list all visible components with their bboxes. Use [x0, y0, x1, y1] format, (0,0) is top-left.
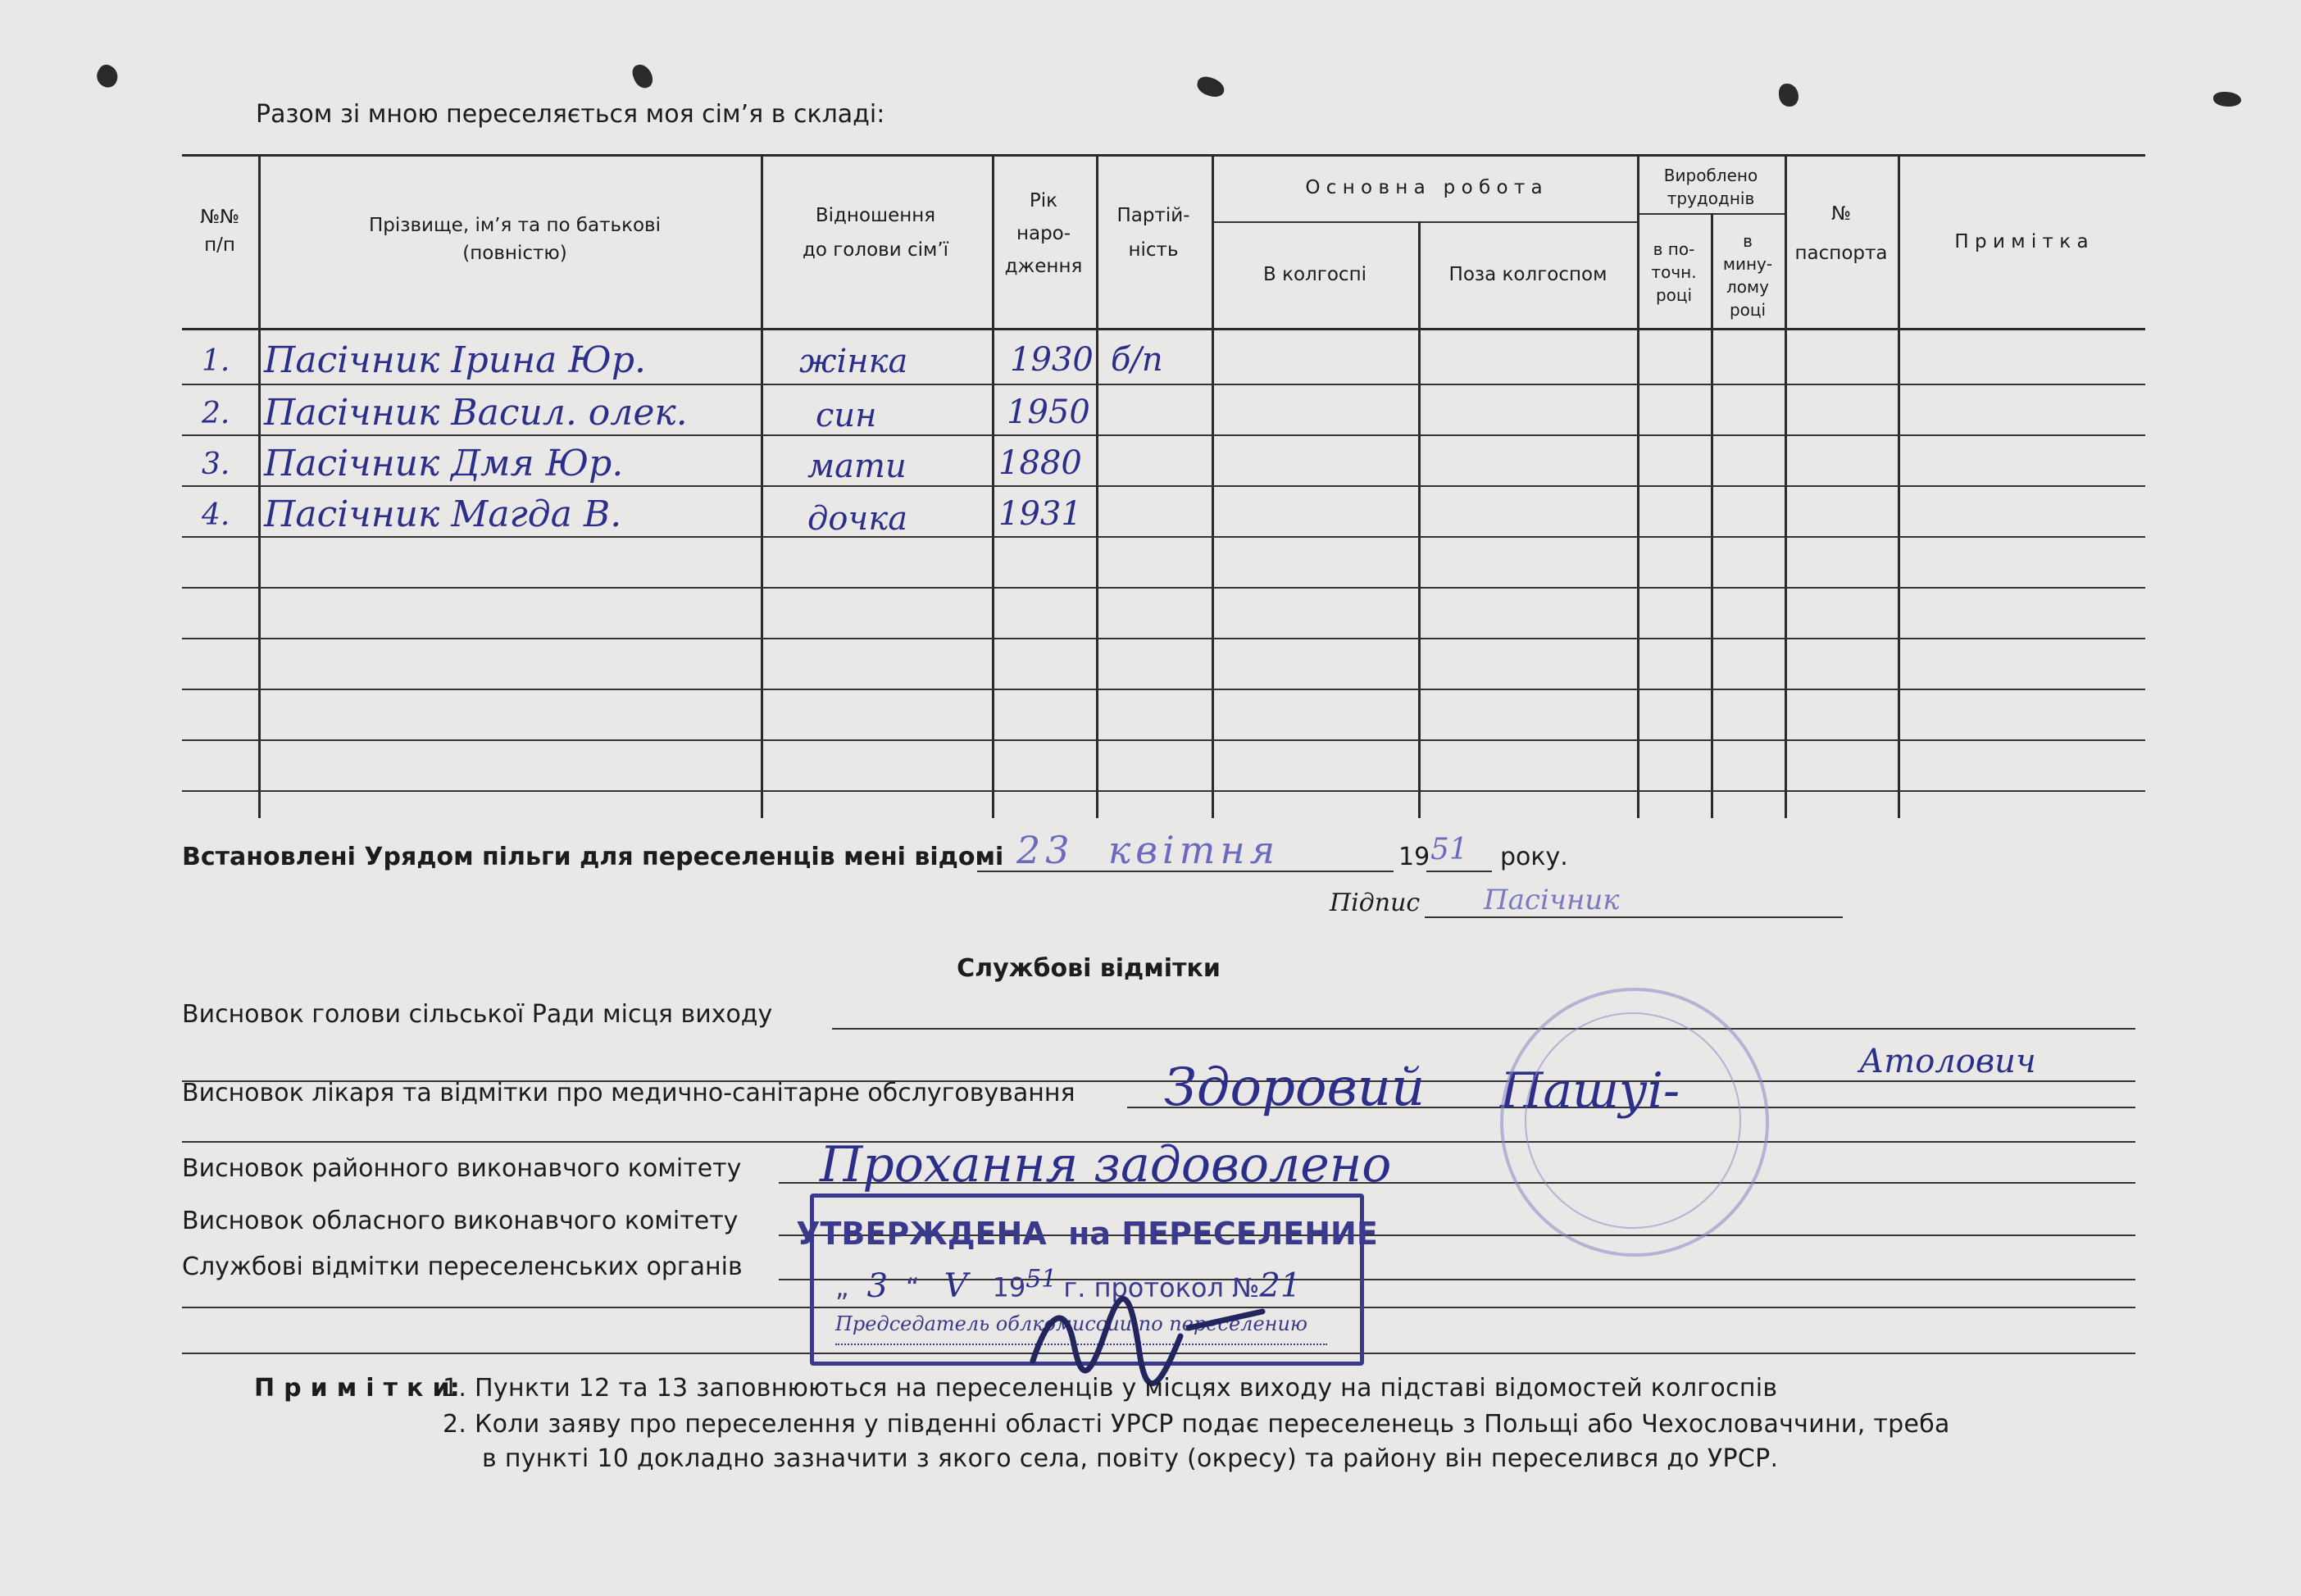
col-remark-header: П р и м і т к а: [1954, 231, 2089, 252]
note-1: 1. Пункти 12 та 13 заповнюються на переселенців у місцях виходу на підставі відомостей колгоспів: [443, 1374, 1778, 1403]
row-year: 1931: [998, 495, 1082, 533]
official-heading: Службові відмітки: [957, 954, 1221, 983]
district-label: Висновок районного виконавчого комітету: [182, 1154, 742, 1183]
punch-hole: [1779, 84, 1799, 107]
benefits-year: 51: [1430, 833, 1468, 866]
stamp-month: V: [944, 1266, 968, 1305]
row-relation: мати: [807, 448, 907, 485]
col-relation-header: Відношення до голови сім’ї: [802, 205, 949, 261]
col-passport-header: № паспорта: [1794, 203, 1888, 264]
punch-hole: [93, 61, 122, 91]
punch-hole: [1195, 75, 1227, 99]
row-name: Пасічник Дмя Юр.: [264, 443, 624, 484]
benefits-year-suffix: року.: [1500, 843, 1568, 871]
col-num-header: №№ п/п: [200, 207, 239, 256]
col-name-header: Прізвище, ім’я та по батькові (повністю): [368, 215, 662, 264]
row-num: 4.: [202, 498, 230, 532]
applicant-signature: Пасічник: [1484, 884, 1620, 916]
row-party: б/п: [1111, 341, 1163, 379]
benefits-date: 23 квітня: [1016, 828, 1280, 872]
stamp-title: УТВЕРЖДЕНА на ПЕРЕСЕЛЕНИЕ: [796, 1216, 1378, 1252]
row-name: Пасічник Ірина Юр.: [264, 339, 647, 381]
notes-label: П р и м і т к и:: [254, 1374, 461, 1403]
signature-label: Підпис: [1330, 889, 1421, 917]
district-conclusion: Прохання задоволено: [820, 1136, 1392, 1194]
row-year: 1930: [1010, 341, 1094, 379]
row-year: 1950: [1007, 393, 1090, 431]
benefits-year-prefix: 19: [1398, 843, 1430, 871]
stamp-date-line: „ 3 “ V 1951 г. протокол №21: [835, 1265, 1302, 1305]
stamp-day: 3: [866, 1266, 889, 1305]
col-year-header: Рік наро- дження: [1004, 190, 1083, 277]
punch-hole: [630, 61, 656, 91]
doctor-signature: Пашуі-: [1500, 1062, 1680, 1120]
intro-text: Разом зі мною переселяється моя сім’я в складі:: [256, 100, 885, 129]
col-workdays-header: Вироблено трудоднів: [1663, 166, 1758, 208]
col-main-work-header: О с н о в н а р о б о т а: [1305, 177, 1543, 198]
col-in-kolhosp-header: В колгоспі: [1263, 264, 1367, 285]
village-council-label: Висновок голови сільської Ради місця виходу: [182, 1000, 773, 1029]
doctor-label: Висновок лікаря та відмітки про медично-санітарне обслуговування: [182, 1079, 1075, 1107]
row-name: Пасічник Васил. олек.: [264, 392, 688, 434]
col-past-year-header: в мину- лому році: [1722, 231, 1773, 320]
col-party-header: Партій- ність: [1116, 205, 1190, 261]
resettlement-label: Службові відмітки переселенських органів: [182, 1253, 743, 1281]
row-relation: син: [816, 397, 877, 434]
row-name: Пасічник Магда В.: [264, 493, 622, 535]
punch-hole: [2213, 92, 2241, 107]
round-seal: [1500, 988, 1769, 1257]
regional-label: Висновок обласного виконавчого комітету: [182, 1207, 739, 1235]
row-num: 1.: [202, 344, 230, 378]
row-num: 3.: [202, 448, 230, 481]
row-relation: дочка: [807, 500, 908, 538]
stamp-year: 51: [1025, 1265, 1057, 1294]
doctor-name: Атолович: [1859, 1043, 2036, 1080]
doctor-conclusion: Здоровий: [1164, 1057, 1426, 1118]
col-outside-kolhosp-header: Поза колгоспом: [1448, 264, 1608, 285]
stamp-protocol-number: 21: [1259, 1266, 1302, 1305]
col-current-year-header: в по- точн. році: [1651, 239, 1697, 305]
benefits-text: Встановлені Урядом пільги для переселенців мені відомі: [182, 843, 1004, 871]
row-num: 2.: [202, 397, 230, 430]
note-2-line-2: в пункті 10 докладно зазначити з якого села, повіту (окресу) та району він переселився до УРСР.: [482, 1444, 1779, 1473]
stamp-chairman: Председатель облкомиссии по переселению: [835, 1312, 1308, 1335]
row-relation: жінка: [799, 343, 908, 380]
note-2-line-1: 2. Коли заяву про переселення у південні області УРСР подає переселенець з Польщі або Чехословаччини, треба: [443, 1410, 1950, 1439]
row-year: 1880: [998, 444, 1082, 482]
